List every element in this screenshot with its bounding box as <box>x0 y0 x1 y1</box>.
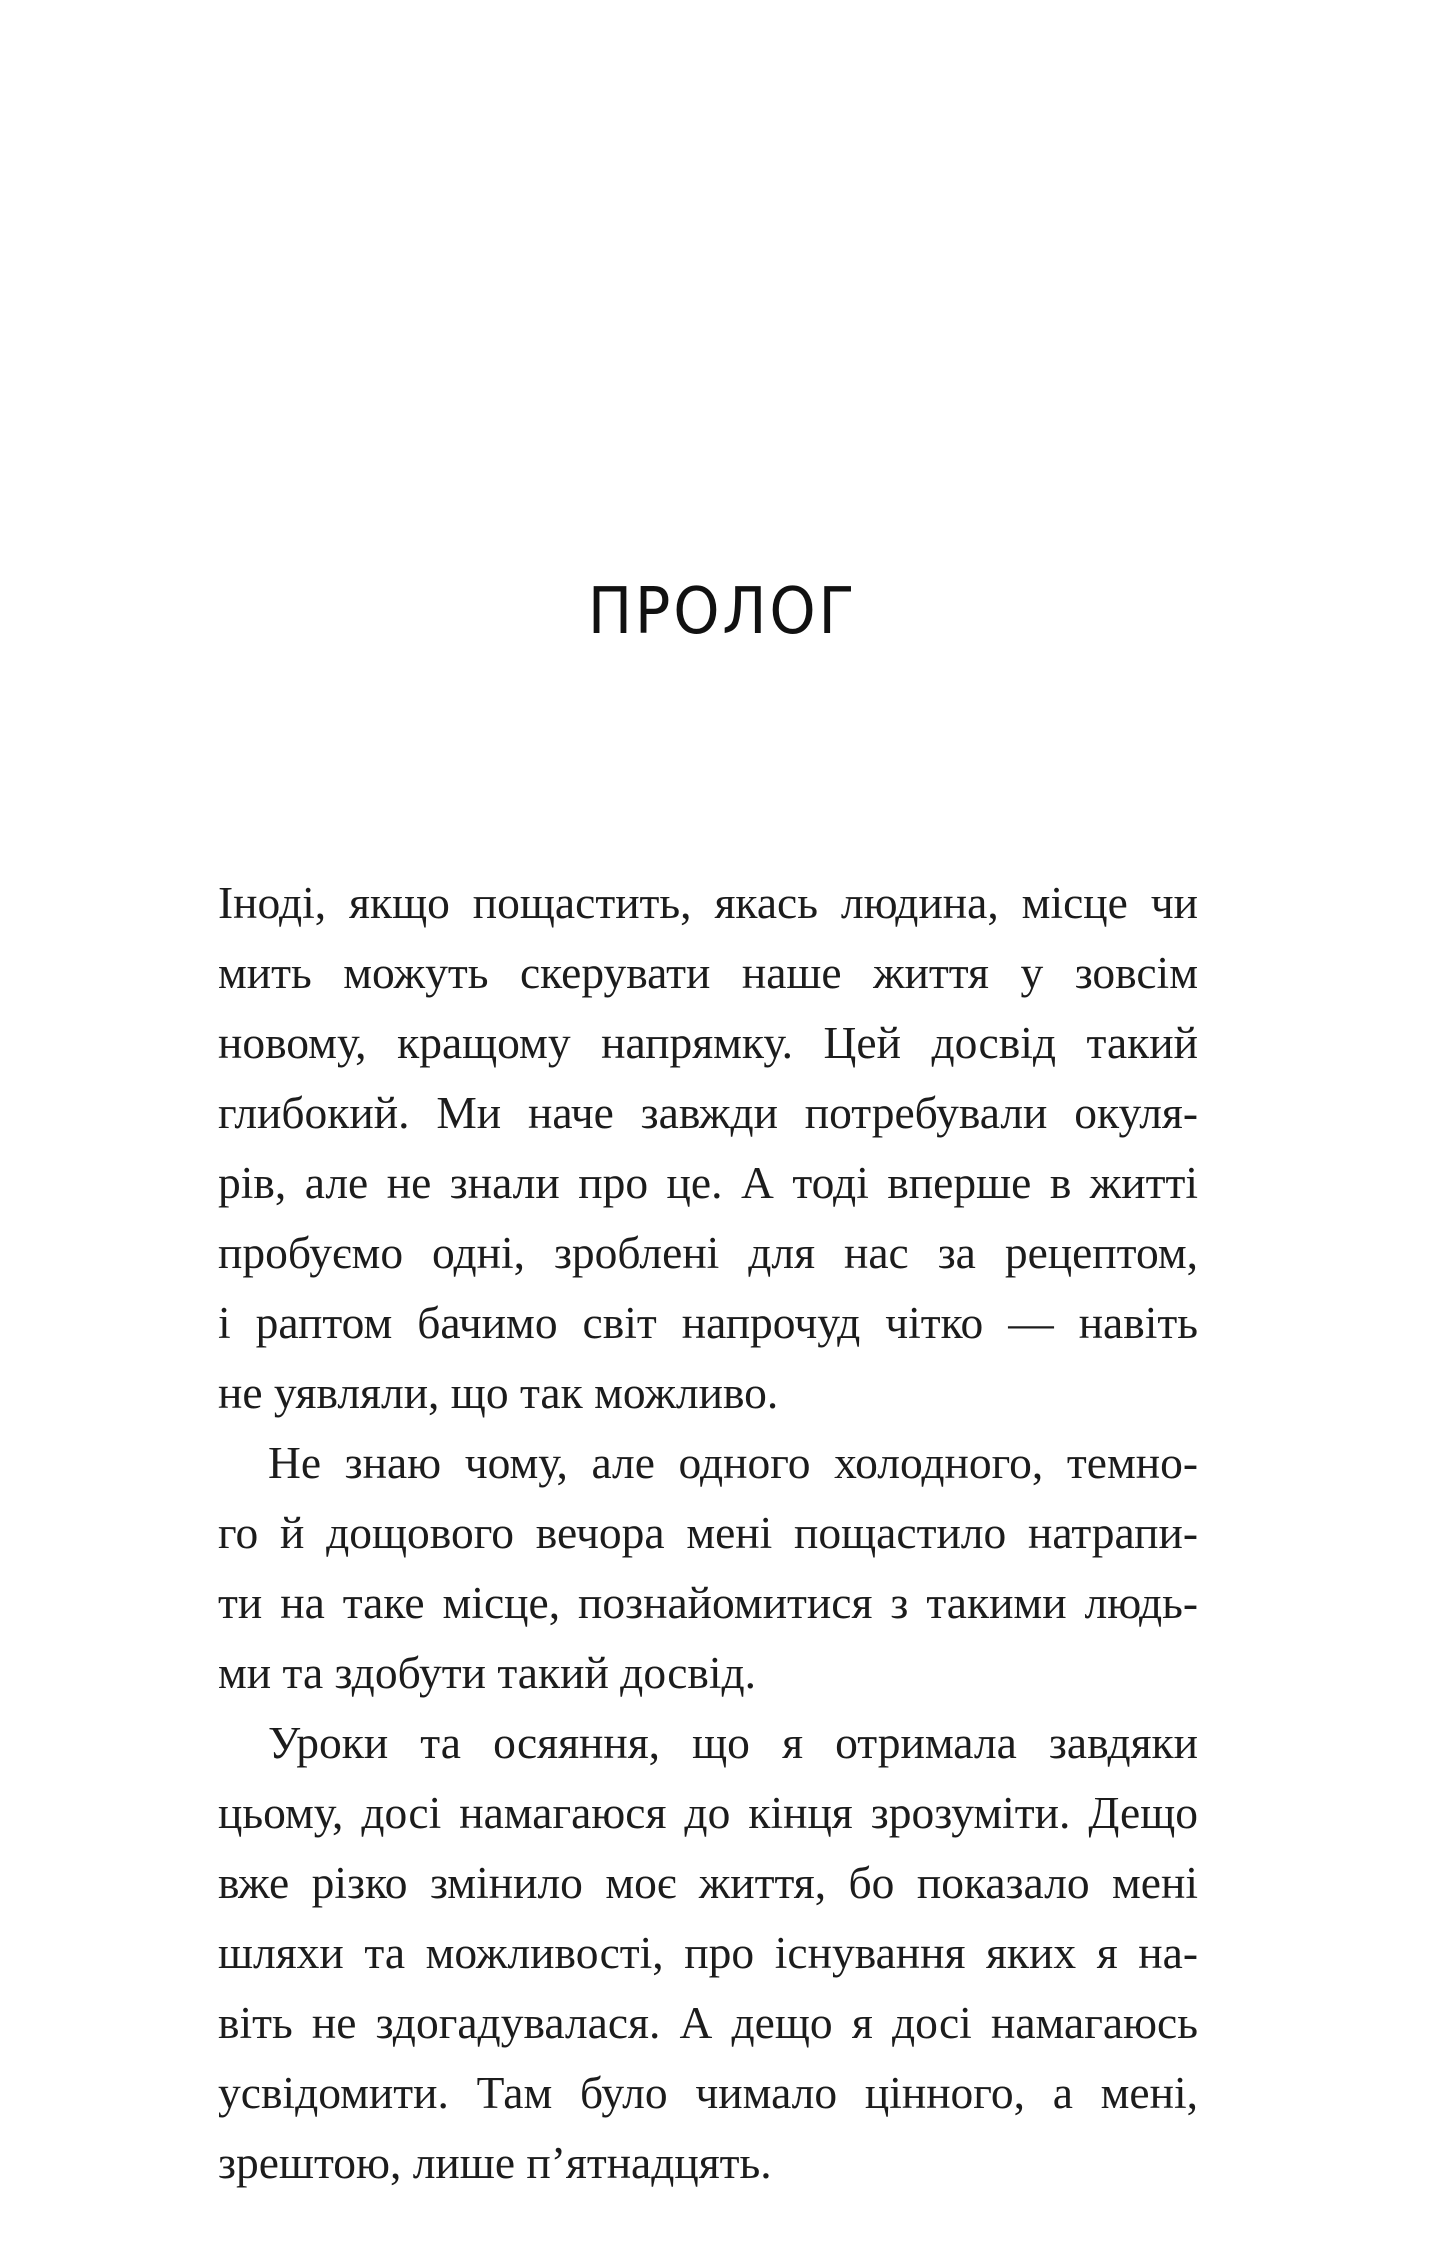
text-line: і раптом бачимо світ напрочуд чітко — навіть <box>218 1297 1198 1348</box>
text-line: зрештою, лише п’ятнадцять. <box>218 2137 772 2188</box>
text-line: усвідомити. Там було чимало цінного, а мені, <box>218 2067 1198 2118</box>
text-line: віть не здогадувалася. А дещо я досі намагаюсь <box>218 1997 1198 2048</box>
text-line: Не знаю чому, але одного холодного, темно- <box>268 1437 1198 1488</box>
text-line: вже різко змінило моє життя, бо показало мені <box>218 1857 1198 1908</box>
text-line: ти на таке місце, познайомитися з такими людь- <box>218 1577 1198 1628</box>
paragraph-2 <box>218 1428 1198 1708</box>
text-line: цьому, досі намагаюся до кінця зрозуміти. Дещо <box>218 1787 1198 1838</box>
body-text <box>218 868 1198 2198</box>
text-line: не уявляли, що так можливо. <box>218 1367 779 1418</box>
text-line: мить можуть скерувати наше життя у зовсім <box>218 947 1198 998</box>
text-line: го й дощового вечора мені пощастило натрапи- <box>218 1507 1198 1558</box>
text-line: Уроки та осяяння, що я отримала завдяки <box>268 1717 1198 1768</box>
text-line: Іноді, якщо пощастить, якась людина, місце чи <box>218 877 1198 928</box>
text-line: ми та здобути такий досвід. <box>218 1647 757 1698</box>
paragraph-3 <box>218 1708 1198 2198</box>
paragraph-1 <box>218 868 1198 1428</box>
text-line: глибокий. Ми наче завжди потребували окуля- <box>218 1087 1198 1138</box>
text-line: новому, кращому напрямку. Цей досвід такий <box>218 1017 1198 1068</box>
text-line: шляхи та можливості, про існування яких я на- <box>218 1927 1198 1978</box>
chapter-title: ПРОЛОГ <box>587 575 858 649</box>
text-line: рів, але не знали про це. А тоді вперше в житті <box>218 1157 1198 1208</box>
text-line: пробуємо одні, зроблені для нас за рецептом, <box>218 1227 1198 1278</box>
